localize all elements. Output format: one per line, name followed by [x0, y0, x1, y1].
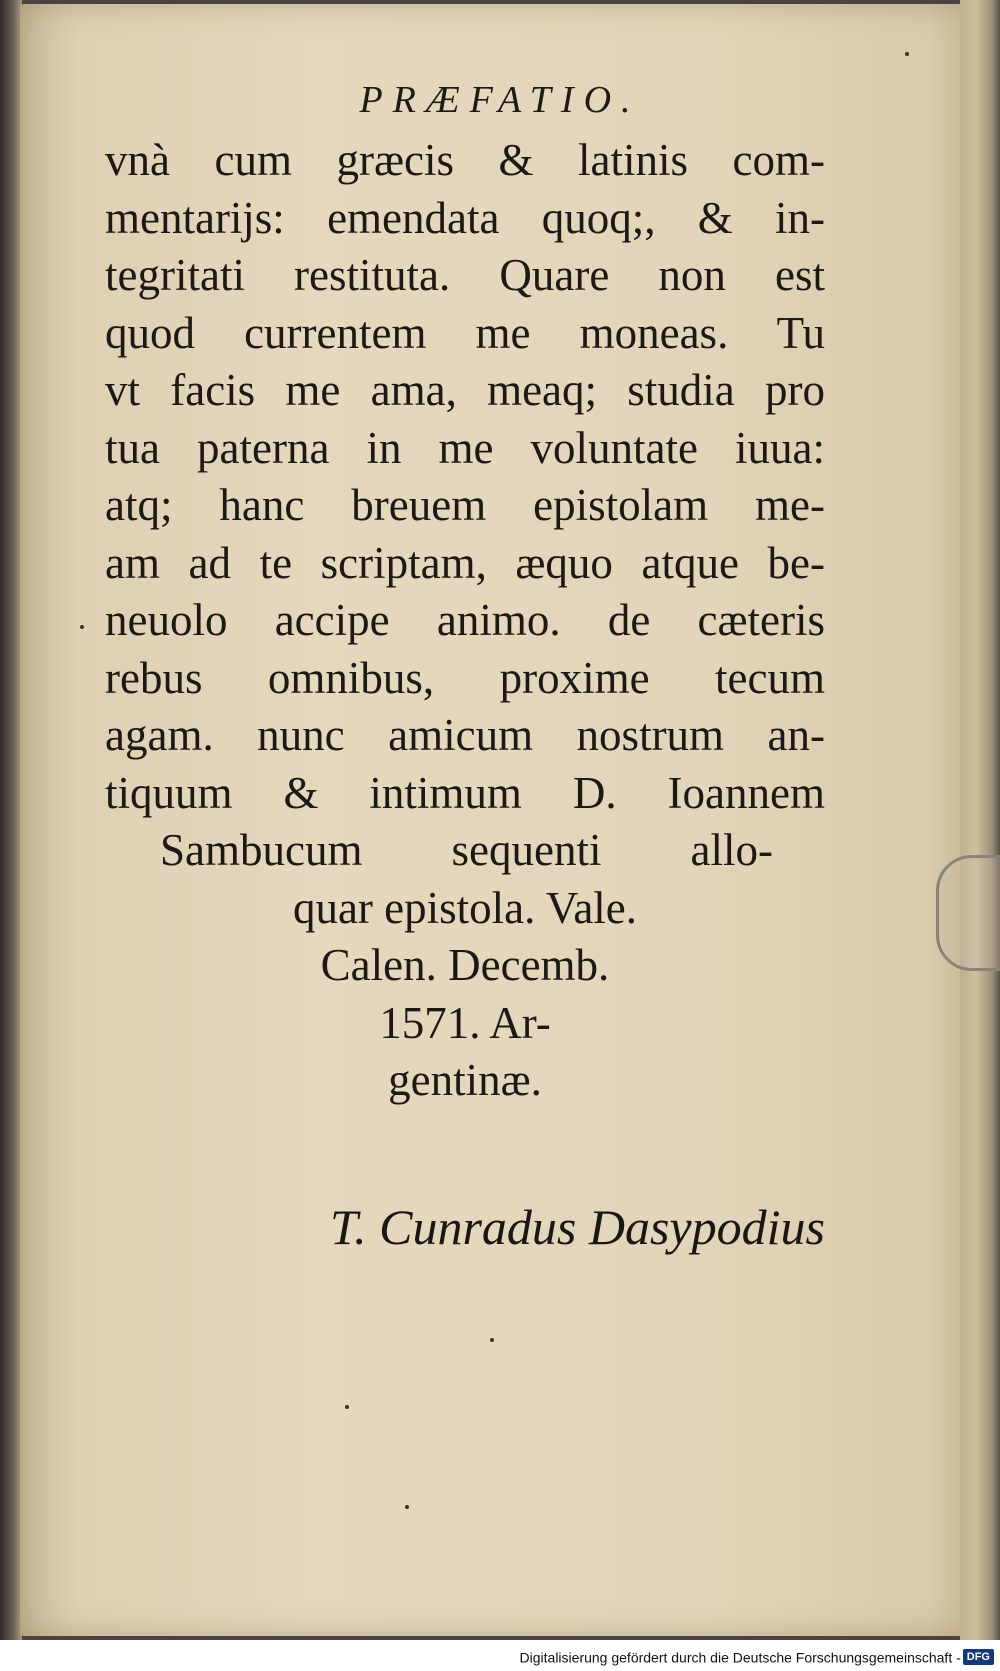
text-line: neuolo accipe animo. de cæteris: [105, 595, 825, 645]
running-head: PRÆFATIO.: [359, 79, 641, 121]
dateline: gentinæ.: [388, 1055, 542, 1105]
dateline: 1571. Ar-: [379, 997, 551, 1048]
footer-credit: Digitalisierung gefördert durch die Deutsche Forschungsgemeinschaft -: [519, 1649, 961, 1666]
text-line: atq; hanc breuem epistolam me-: [105, 480, 825, 530]
closing-line: quar epistola. Vale.: [292, 882, 638, 933]
ink-speck: [80, 625, 84, 629]
text-line: vnà cum græcis & latinis com-: [105, 135, 825, 185]
book-spine-edge: [0, 0, 22, 1640]
text-line: vt facis me ama, meaq; studia pro: [105, 365, 825, 415]
text-line: tegritati restituta. Quare non est: [105, 250, 825, 300]
dateline: Calen. Decemb.: [320, 940, 610, 990]
holder-clip: [936, 855, 1000, 971]
dfg-logo: DFG: [963, 1649, 994, 1665]
ink-speck: [405, 1505, 409, 1509]
body-text: [105, 132, 825, 1110]
text-line: am ad te scriptam, æquo atque be-: [105, 537, 825, 588]
closing-line: Sambucum sequenti allo-: [160, 825, 773, 875]
text-line: quod currentem me moneas. Tu: [105, 307, 825, 358]
text-line: mentarĳs: emendata quoq;, & in-: [105, 192, 825, 243]
signature: T. Cunradus Dasypodius: [330, 1199, 825, 1255]
text-line: tua paterna in me voluntate iuua:: [105, 422, 825, 473]
text-line: agam. nunc amicum nostrum an-: [105, 710, 825, 760]
digitization-footer: [0, 1642, 1000, 1670]
ink-speck: [490, 1338, 494, 1342]
text-line: rebus omnibus, proxime tecum: [105, 652, 825, 703]
ink-speck: [345, 1405, 349, 1409]
text-line: tiquum & intimum D. Ioannem: [105, 767, 825, 818]
ink-speck: [905, 52, 909, 56]
page-fore-edge: [960, 0, 1000, 1640]
